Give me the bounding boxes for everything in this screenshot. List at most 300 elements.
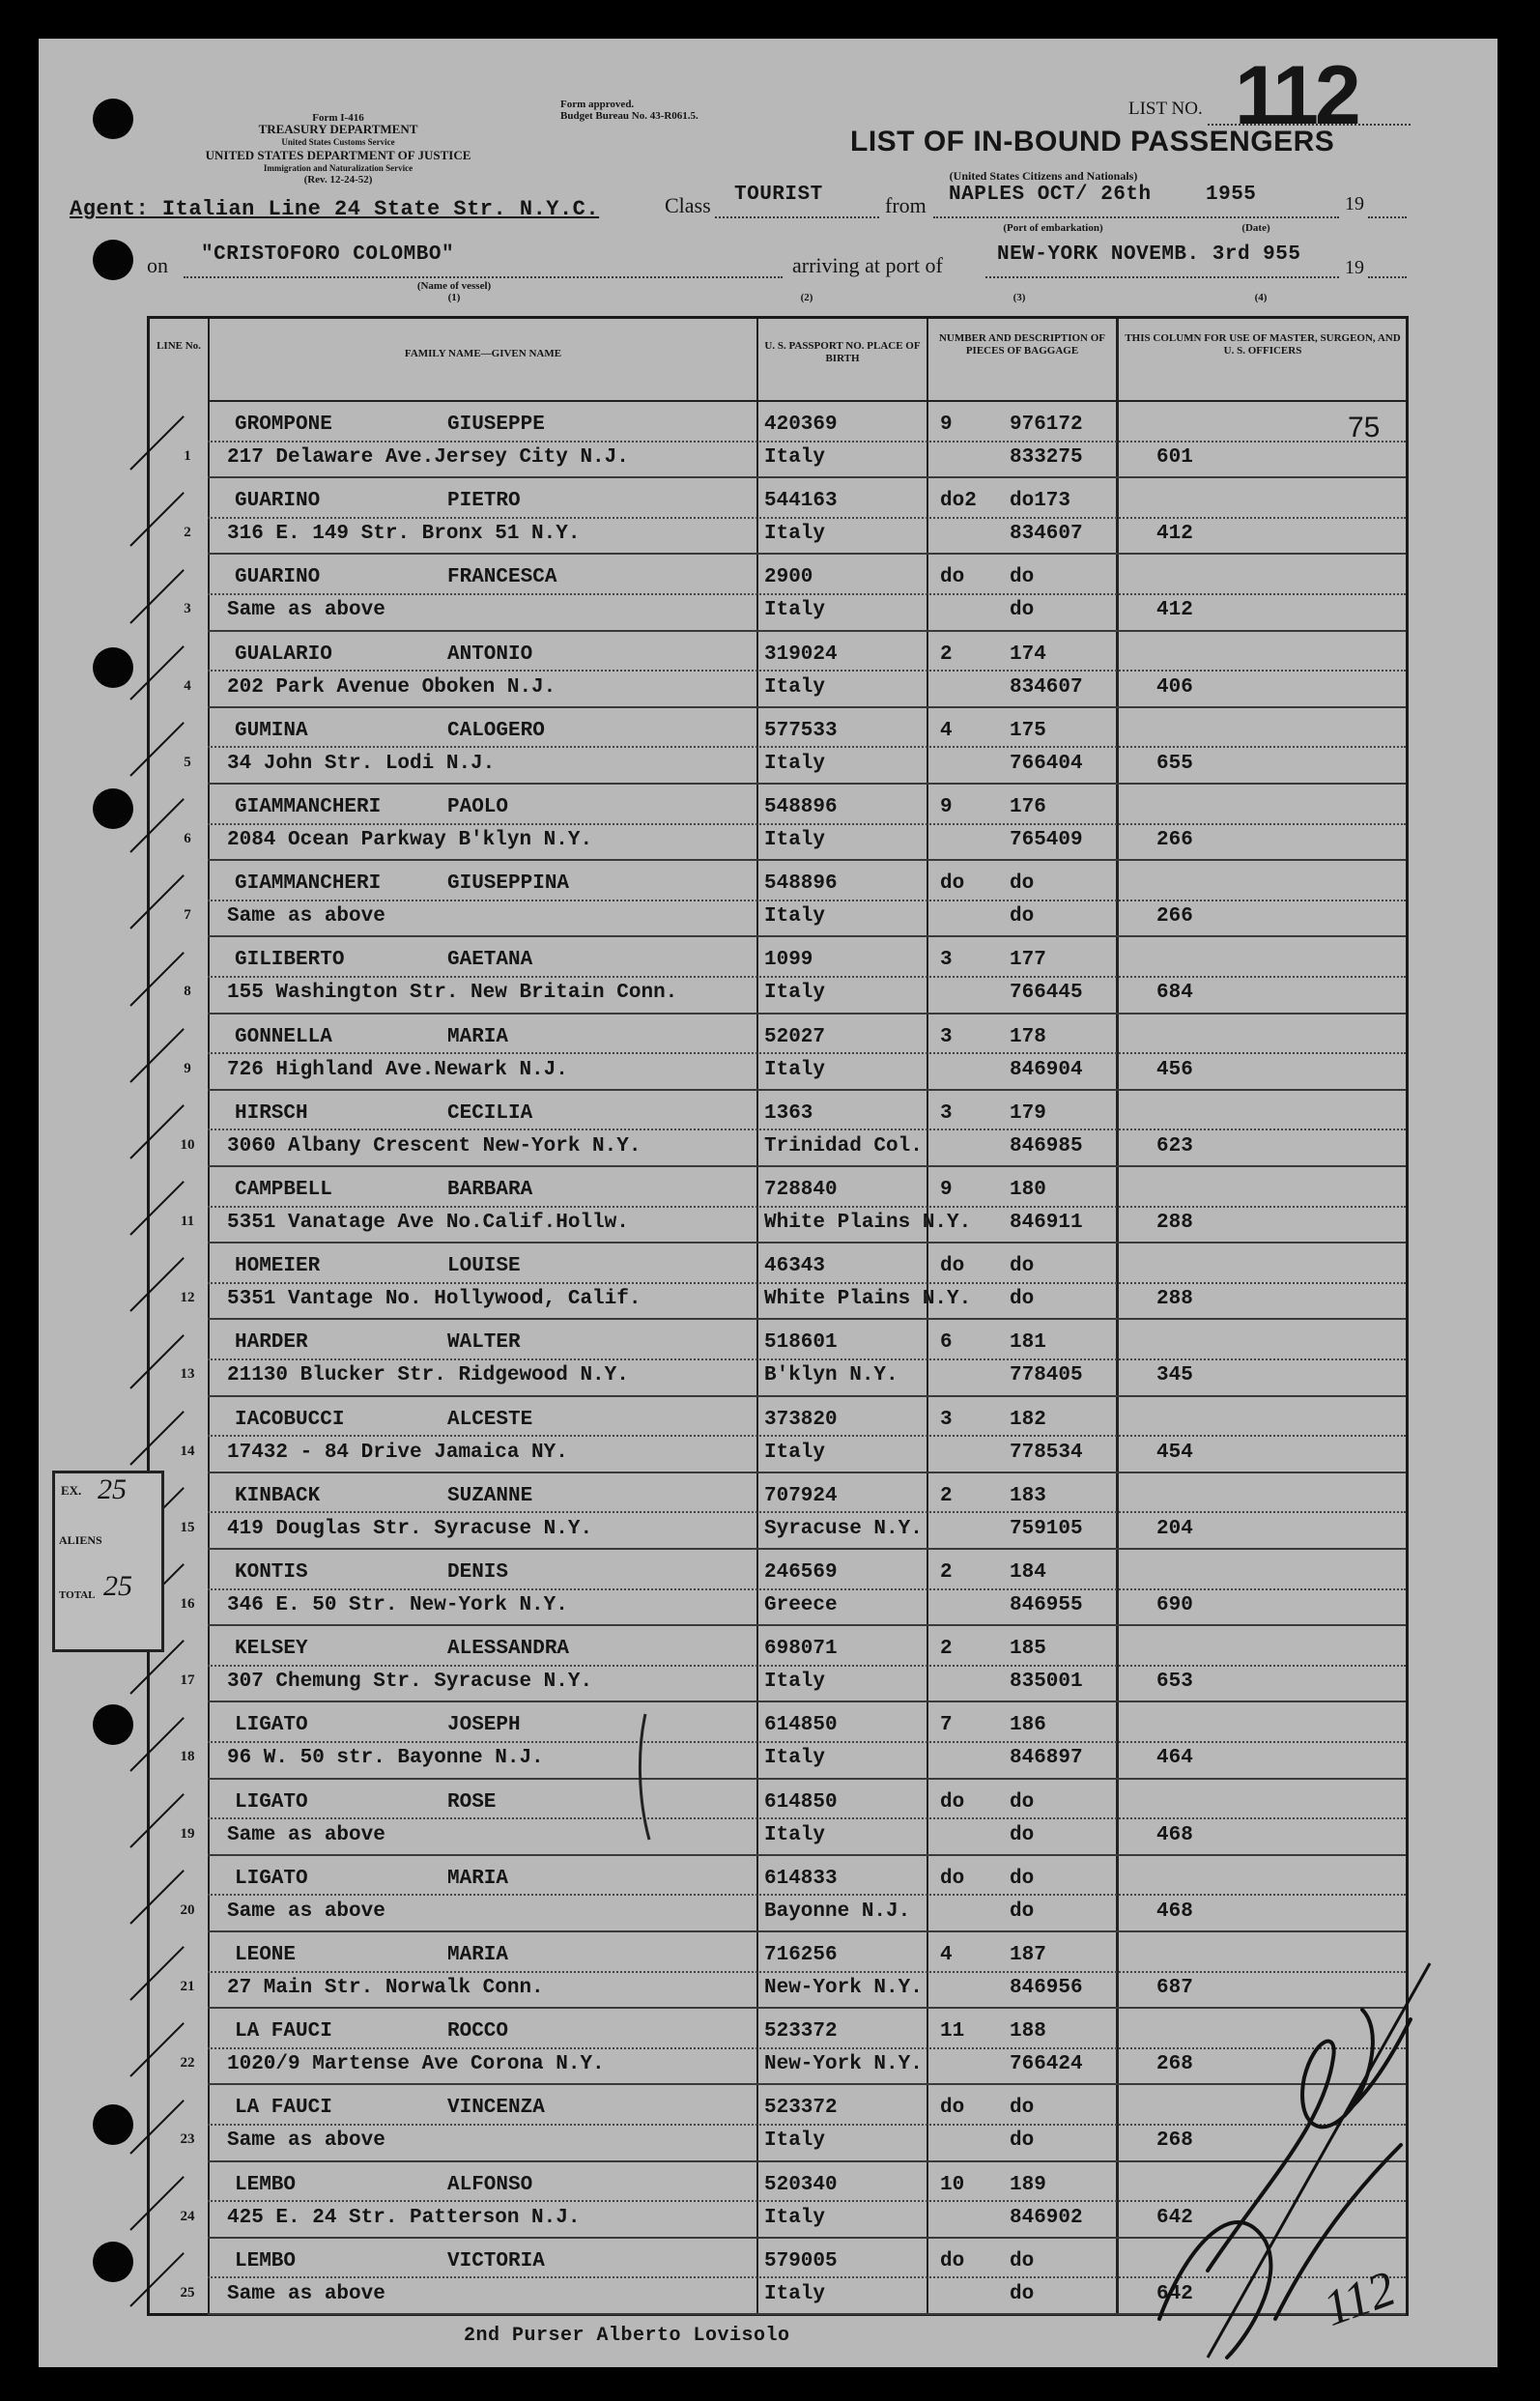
form-number: Form I-416 <box>312 112 364 124</box>
line-number: 15 <box>180 1519 195 1535</box>
baggage-pieces: do2 <box>940 490 977 513</box>
baggage-code: 468 <box>1156 1823 1193 1846</box>
given-name: GIUSEPPE <box>447 414 545 436</box>
line-number: 17 <box>180 1672 195 1689</box>
page-title: LIST OF IN-BOUND PASSENGERS <box>850 126 1335 157</box>
table-row <box>150 861 1412 937</box>
ins-label: Immigration and Naturalization Service <box>263 163 414 173</box>
baggage-tag: 176 <box>1010 796 1046 818</box>
baggage-tag-2: 846985 <box>1010 1134 1083 1158</box>
line-number: 2 <box>184 525 191 541</box>
officer-note: 75 <box>1348 412 1381 443</box>
baggage-pieces: 4 <box>940 719 953 742</box>
passport-number: 614850 <box>764 1790 838 1814</box>
table-row <box>150 1397 1412 1473</box>
alien-count-stamp <box>52 1471 164 1652</box>
address: 202 Park Avenue Oboken N.J. <box>227 675 556 699</box>
line-number: 20 <box>180 1901 195 1918</box>
address: 5351 Vantage No. Hollywood, Calif. <box>227 1288 642 1311</box>
baggage-pieces: 3 <box>940 949 953 972</box>
address: Same as above <box>227 1900 385 1923</box>
punch-hole <box>93 788 133 829</box>
baggage-tag-2: do <box>1010 1900 1035 1923</box>
given-name: GIUSEPPINA <box>447 872 570 896</box>
baggage-tag-2: 846911 <box>1010 1212 1083 1234</box>
family-name: LEMBO <box>235 2173 297 2196</box>
line-number: 3 <box>184 601 191 617</box>
baggage-code: 454 <box>1156 1441 1193 1464</box>
baggage-tag: 188 <box>1010 2020 1046 2044</box>
family-name: HIRSCH <box>235 1101 308 1125</box>
baggage-tag-2: 835001 <box>1010 1671 1083 1694</box>
passport-number: 577533 <box>764 719 838 742</box>
address: Same as above <box>227 905 385 929</box>
address: 2084 Ocean Parkway B'klyn N.Y. <box>227 829 593 851</box>
stamp-total-value: 25 <box>103 1570 132 1602</box>
passport-number: 614850 <box>764 1714 838 1737</box>
punch-hole <box>93 2104 133 2145</box>
given-name: ALESSANDRA <box>447 1638 570 1661</box>
header-baggage: NUMBER AND DESCRIPTION OF PIECES OF BAGGAGE <box>938 332 1106 357</box>
baggage-tag: 185 <box>1010 1638 1046 1661</box>
place-of-birth: Bayonne N.J. <box>764 1900 911 1923</box>
family-name: LA FAUCI <box>235 2097 332 2120</box>
family-name: GONNELLA <box>235 1025 332 1048</box>
table-row <box>150 1243 1412 1320</box>
baggage-code: 684 <box>1156 982 1193 1005</box>
line-number: 14 <box>180 1443 195 1459</box>
passport-number: 319024 <box>764 643 838 666</box>
address: 307 Chemung Str. Syracuse N.Y. <box>227 1671 593 1694</box>
table-row <box>150 402 1412 478</box>
given-name: MARIA <box>447 1867 509 1890</box>
passport-number: 614833 <box>764 1867 838 1890</box>
line-number: 21 <box>180 1979 195 1994</box>
pencil-mark <box>628 1710 667 1845</box>
baggage-tag: 177 <box>1010 949 1046 972</box>
line-number: 13 <box>180 1366 195 1383</box>
list-number: 112 <box>1235 49 1357 142</box>
family-name: LIGATO <box>235 1790 308 1814</box>
given-name: ALCESTE <box>447 1408 533 1431</box>
line-number: 7 <box>184 907 191 924</box>
address: 27 Main Str. Norwalk Conn. <box>227 1977 544 1999</box>
punch-hole <box>93 1704 133 1745</box>
given-name: FRANCESCA <box>447 566 557 589</box>
baggage-code: 288 <box>1156 1212 1193 1234</box>
page-subtitle: (United States Citizens and Nationals) <box>949 169 1138 183</box>
table-row <box>150 1780 1412 1856</box>
baggage-code: 412 <box>1156 599 1193 622</box>
baggage-tag: do173 <box>1010 490 1071 513</box>
baggage-tag: do <box>1010 872 1035 896</box>
line-number: 24 <box>180 2208 195 2224</box>
baggage-code: 642 <box>1156 2206 1193 2229</box>
baggage-tag: 175 <box>1010 719 1046 742</box>
baggage-pieces: 2 <box>940 1561 953 1584</box>
line-number: 23 <box>180 2131 195 2148</box>
baggage-tag-2: 846902 <box>1010 2206 1083 2229</box>
table-row <box>150 1091 1412 1167</box>
revision-label: (Rev. 12-24-52) <box>303 174 373 186</box>
baggage-pieces: 10 <box>940 2173 965 2196</box>
table-row <box>150 1702 1412 1779</box>
year-prefix-1: 19 <box>1345 193 1364 214</box>
address: 17432 - 84 Drive Jamaica NY. <box>227 1441 568 1464</box>
year-prefix-2: 19 <box>1345 257 1364 278</box>
baggage-pieces: 11 <box>940 2020 965 2044</box>
baggage-code: 464 <box>1156 1747 1193 1770</box>
line-number: 22 <box>180 2055 195 2072</box>
baggage-tag-2: 846904 <box>1010 1058 1083 1081</box>
baggage-code: 268 <box>1156 2053 1193 2076</box>
given-name: CALOGERO <box>447 719 545 742</box>
baggage-code: 345 <box>1156 1364 1193 1387</box>
place-of-birth: Italy <box>764 752 826 775</box>
passport-number: 52027 <box>764 1025 826 1048</box>
vessel-name: "CRISTOFORO COLOMBO" <box>201 243 455 266</box>
given-name: ROCCO <box>447 2020 509 2044</box>
justice-label: UNITED STATES DEPARTMENT OF JUSTICE <box>205 148 471 162</box>
family-name: CAMPBELL <box>235 1179 332 1201</box>
given-name: LOUISE <box>447 1255 521 1278</box>
baggage-tag-2: 834607 <box>1010 675 1083 699</box>
place-of-birth: Italy <box>764 1823 826 1846</box>
passport-number: 548896 <box>764 872 838 896</box>
line-number: 6 <box>184 831 191 846</box>
line-number: 11 <box>180 1214 195 1229</box>
table-row <box>150 708 1412 785</box>
baggage-tag: 182 <box>1010 1408 1046 1431</box>
given-name: PIETRO <box>447 490 521 513</box>
family-name: LA FAUCI <box>235 2020 332 2044</box>
line-number: 4 <box>184 677 191 694</box>
passport-number: 518601 <box>764 1331 838 1355</box>
baggage-tag: 174 <box>1010 643 1046 666</box>
from-label: from <box>885 193 927 217</box>
family-name: GROMPONE <box>235 414 332 436</box>
place-of-birth: Italy <box>764 2282 826 2305</box>
baggage-pieces: do <box>940 872 965 896</box>
on-label: on <box>147 253 168 277</box>
passport-number: 46343 <box>764 1255 826 1278</box>
family-name: GIAMMANCHERI <box>235 872 382 896</box>
address: 1020/9 Martense Ave Corona N.Y. <box>227 2053 605 2076</box>
place-of-birth: Italy <box>764 829 826 851</box>
passport-number: 2900 <box>764 566 813 589</box>
baggage-pieces: 7 <box>940 1714 953 1737</box>
passport-number: 373820 <box>764 1408 838 1431</box>
punch-hole <box>93 99 133 139</box>
header-name: FAMILY NAME—GIVEN NAME <box>404 348 562 359</box>
baggage-tag-2: do <box>1010 905 1035 929</box>
place-of-birth: Italy <box>764 982 826 1005</box>
baggage-tag: 179 <box>1010 1101 1046 1125</box>
baggage-code: 266 <box>1156 905 1193 929</box>
baggage-pieces: 3 <box>940 1408 953 1431</box>
address: Same as above <box>227 2282 385 2305</box>
baggage-tag: 976172 <box>1010 414 1083 436</box>
col-num-1: (1) <box>447 292 461 303</box>
place-of-birth: Italy <box>764 1058 826 1081</box>
line-number: 16 <box>180 1596 195 1612</box>
col-num-2: (2) <box>800 292 813 303</box>
baggage-tag-2: 766424 <box>1010 2053 1083 2076</box>
list-no-label: LIST NO. <box>1128 99 1203 119</box>
family-name: HOMEIER <box>235 1255 321 1278</box>
form-approved: Form approved. <box>560 99 635 110</box>
place-of-birth: Greece <box>764 1594 838 1616</box>
family-name: LIGATO <box>235 1714 308 1737</box>
family-name: GUARINO <box>235 566 321 589</box>
line-number: 5 <box>184 754 191 770</box>
place-of-birth: White Plains N.Y. <box>764 1288 972 1311</box>
baggage-pieces: do <box>940 2097 965 2120</box>
passport-number: 523372 <box>764 2097 838 2120</box>
baggage-tag-2: do <box>1010 1288 1035 1311</box>
table-row <box>150 1856 1412 1932</box>
place-of-birth: Trinidad Col. <box>764 1134 923 1158</box>
treasury-label: TREASURY DEPARTMENT <box>258 122 418 136</box>
baggage-tag-2: 765409 <box>1010 829 1083 851</box>
baggage-code: 623 <box>1156 1134 1193 1158</box>
passport-number: 548896 <box>764 796 838 818</box>
baggage-pieces: do <box>940 1867 965 1890</box>
passport-number: 520340 <box>764 2173 838 2196</box>
baggage-code: 653 <box>1156 1671 1193 1694</box>
date-label: (Date) <box>1241 222 1270 234</box>
baggage-tag-2: 833275 <box>1010 446 1083 469</box>
place-of-birth: Italy <box>764 446 826 469</box>
family-name: KONTIS <box>235 1561 308 1584</box>
family-name: HARDER <box>235 1331 308 1355</box>
baggage-tag-2: 766445 <box>1010 982 1083 1005</box>
manifest-sheet <box>39 39 1497 2367</box>
baggage-pieces: do <box>940 2249 965 2272</box>
address: 96 W. 50 str. Bayonne N.J. <box>227 1747 544 1770</box>
header-line-no: LINE No. <box>157 340 201 352</box>
baggage-tag: 184 <box>1010 1561 1046 1584</box>
passport-number: 544163 <box>764 490 838 513</box>
from-year: 1955 <box>1206 184 1257 206</box>
passport-number: 707924 <box>764 1484 838 1507</box>
passport-number: 1099 <box>764 949 813 972</box>
table-row <box>150 1015 1412 1091</box>
punch-hole <box>93 647 133 688</box>
baggage-pieces: 2 <box>940 1638 953 1661</box>
baggage-tag: do <box>1010 2249 1035 2272</box>
arrival-port-date: NEW-YORK NOVEMB. 3rd 955 <box>997 243 1301 266</box>
baggage-tag-2: do <box>1010 1823 1035 1846</box>
address: 346 E. 50 Str. New-York N.Y. <box>227 1594 568 1616</box>
col-num-4: (4) <box>1254 292 1268 303</box>
family-name: GIAMMANCHERI <box>235 796 382 818</box>
purser-signature-line: 2nd Purser Alberto Lovisolo <box>464 2325 790 2347</box>
stamp-aliens-label: ALIENS <box>59 1533 102 1547</box>
line-number: 8 <box>184 984 191 1000</box>
address: Same as above <box>227 1823 385 1846</box>
place-of-birth: New-York N.Y. <box>764 2053 923 2076</box>
baggage-pieces: 9 <box>940 1179 953 1201</box>
given-name: BARBARA <box>447 1179 533 1201</box>
table-row <box>150 1167 1412 1243</box>
baggage-tag: do <box>1010 1790 1035 1814</box>
given-name: ANTONIO <box>447 643 533 666</box>
port-embark-label: (Port of embarkation) <box>1003 222 1103 234</box>
baggage-pieces: 3 <box>940 1025 953 1048</box>
baggage-code: 690 <box>1156 1594 1193 1616</box>
customs-label: United States Customs Service <box>281 137 395 147</box>
address: Same as above <box>227 2129 385 2153</box>
address: 217 Delaware Ave.Jersey City N.J. <box>227 446 629 469</box>
baggage-tag: 183 <box>1010 1484 1046 1507</box>
baggage-tag-2: do <box>1010 2282 1035 2305</box>
baggage-tag: do <box>1010 1867 1035 1890</box>
baggage-tag-2: 759105 <box>1010 1517 1083 1540</box>
baggage-pieces: do <box>940 1790 965 1814</box>
from-value: NAPLES OCT/ 26th <box>949 184 1152 206</box>
punch-hole <box>93 240 133 280</box>
baggage-code: 268 <box>1156 2129 1193 2153</box>
family-name: GILIBERTO <box>235 949 345 972</box>
baggage-pieces: 2 <box>940 1484 953 1507</box>
page-number-scrawl: 112 <box>1316 2261 1403 2337</box>
baggage-tag-2: 846956 <box>1010 1977 1083 1999</box>
line-number: 10 <box>180 1136 195 1153</box>
table-row <box>150 1626 1412 1702</box>
baggage-code: 456 <box>1156 1058 1193 1081</box>
given-name: JOSEPH <box>447 1714 521 1737</box>
table-row <box>150 1550 1412 1626</box>
baggage-tag: do <box>1010 2097 1035 2120</box>
baggage-code: 655 <box>1156 752 1193 775</box>
baggage-code: 266 <box>1156 829 1193 851</box>
given-name: DENIS <box>447 1561 509 1584</box>
baggage-pieces: 3 <box>940 1101 953 1125</box>
family-name: GUARINO <box>235 490 321 513</box>
baggage-code: 204 <box>1156 1517 1193 1540</box>
given-name: PAOLO <box>447 796 509 818</box>
baggage-code: 288 <box>1156 1288 1193 1311</box>
address: 3060 Albany Crescent New-York N.Y. <box>227 1134 642 1158</box>
given-name: SUZANNE <box>447 1484 533 1507</box>
family-name: IACOBUCCI <box>235 1408 345 1431</box>
baggage-tag: 187 <box>1010 1944 1046 1966</box>
place-of-birth: Italy <box>764 675 826 699</box>
vessel-name-label: (Name of vessel) <box>416 280 492 292</box>
arriving-label: arriving at port of <box>792 253 943 277</box>
baggage-tag-2: 778534 <box>1010 1441 1083 1464</box>
baggage-tag-2: 778405 <box>1010 1364 1083 1387</box>
punch-hole <box>93 2242 133 2282</box>
baggage-pieces: do <box>940 1255 965 1278</box>
line-number: 19 <box>180 1825 195 1842</box>
baggage-tag: 181 <box>1010 1331 1046 1355</box>
stamp-ex-value: 25 <box>98 1473 127 1505</box>
baggage-pieces: 9 <box>940 414 953 436</box>
stamp-ex-label: EX. <box>61 1483 82 1498</box>
place-of-birth: Italy <box>764 1747 826 1770</box>
address: 316 E. 149 Str. Bronx 51 N.Y. <box>227 523 581 546</box>
baggage-code: 642 <box>1156 2282 1193 2305</box>
family-name: KELSEY <box>235 1638 308 1661</box>
address: 419 Douglas Str. Syracuse N.Y. <box>227 1517 593 1540</box>
place-of-birth: Italy <box>764 905 826 929</box>
baggage-tag-2: 846955 <box>1010 1594 1083 1616</box>
baggage-tag-2: do <box>1010 599 1035 622</box>
table-row <box>150 785 1412 861</box>
agent-line: Agent: Italian Line 24 State Str. N.Y.C. <box>70 197 600 221</box>
given-name: MARIA <box>447 1944 509 1966</box>
class-value: TOURIST <box>734 184 823 206</box>
given-name: VINCENZA <box>447 2097 545 2120</box>
place-of-birth: Italy <box>764 2129 826 2153</box>
table-row <box>150 937 1412 1014</box>
baggage-pieces: 6 <box>940 1331 953 1355</box>
baggage-tag: 180 <box>1010 1179 1046 1201</box>
baggage-tag-2: 834607 <box>1010 523 1083 546</box>
line-number: 18 <box>180 1749 195 1765</box>
family-name: LIGATO <box>235 1867 308 1890</box>
baggage-tag: 178 <box>1010 1025 1046 1048</box>
address: 34 John Str. Lodi N.J. <box>227 752 496 775</box>
table-row <box>150 1320 1412 1396</box>
given-name: ALFONSO <box>447 2173 533 2196</box>
line-number: 25 <box>180 2284 195 2301</box>
baggage-tag-2: do <box>1010 2129 1035 2153</box>
address: 5351 Vanatage Ave No.Calif.Hollw. <box>227 1212 629 1234</box>
baggage-code: 412 <box>1156 523 1193 546</box>
table-row <box>150 555 1412 631</box>
baggage-pieces: 4 <box>940 1944 953 1966</box>
table-row <box>150 632 1412 708</box>
given-name: WALTER <box>447 1331 521 1355</box>
family-name: LEONE <box>235 1944 297 1966</box>
class-label: Class <box>665 193 711 217</box>
line-number: 9 <box>184 1060 191 1076</box>
baggage-code: 406 <box>1156 675 1193 699</box>
place-of-birth: Italy <box>764 599 826 622</box>
place-of-birth: Italy <box>764 1441 826 1464</box>
baggage-tag-2: 846897 <box>1010 1747 1083 1770</box>
given-name: GAETANA <box>447 949 533 972</box>
family-name: LEMBO <box>235 2249 297 2272</box>
passport-number: 246569 <box>764 1561 838 1584</box>
line-number: 1 <box>184 448 191 464</box>
address: 155 Washington Str. New Britain Conn. <box>227 982 678 1005</box>
baggage-tag-2: 766404 <box>1010 752 1083 775</box>
place-of-birth: Syracuse N.Y. <box>764 1517 923 1540</box>
place-of-birth: Italy <box>764 2206 826 2229</box>
budget-bureau: Budget Bureau No. 43-R061.5. <box>560 110 699 122</box>
place-of-birth: White Plains N.Y. <box>764 1212 972 1234</box>
line-number: 12 <box>180 1290 195 1306</box>
passport-number: 579005 <box>764 2249 838 2272</box>
baggage-code: 687 <box>1156 1977 1193 1999</box>
address: 425 E. 24 Str. Patterson N.J. <box>227 2206 581 2229</box>
stamp-total-label: TOTAL <box>59 1589 96 1601</box>
passport-number: 523372 <box>764 2020 838 2044</box>
baggage-tag: 186 <box>1010 1714 1046 1737</box>
family-name: GUMINA <box>235 719 308 742</box>
passport-number: 728840 <box>764 1179 838 1201</box>
given-name: ROSE <box>447 1790 497 1814</box>
place-of-birth: B'klyn N.Y. <box>764 1364 898 1387</box>
baggage-pieces: 9 <box>940 796 953 818</box>
place-of-birth: Italy <box>764 523 826 546</box>
baggage-tag: 189 <box>1010 2173 1046 2196</box>
given-name: MARIA <box>447 1025 509 1048</box>
